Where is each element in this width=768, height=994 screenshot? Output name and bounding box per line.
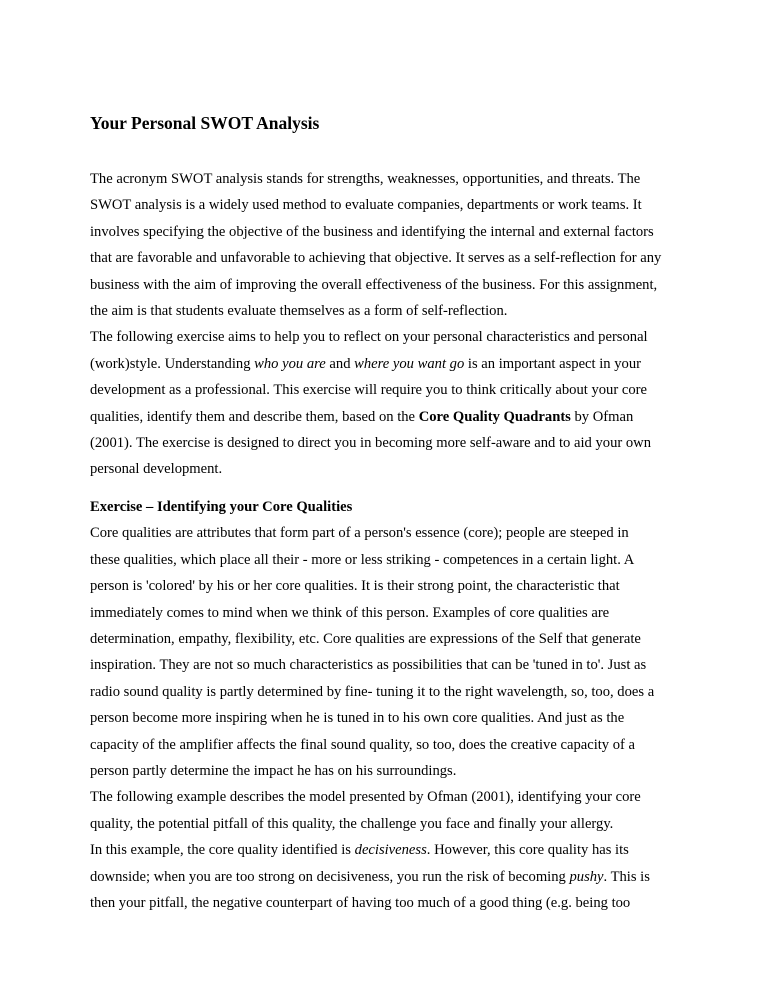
text-line: these qualities, which place all their - more or less striking - competences in a certain light. A xyxy=(90,551,635,568)
exercise-paragraph-3 xyxy=(90,837,690,916)
exercise-paragraph-1 xyxy=(90,520,690,784)
intro-paragraph-1 xyxy=(90,166,690,324)
text-run: (work)style. Understanding xyxy=(90,355,255,372)
text-run: downside; when you are too strong on decisiveness, you run the risk of becoming xyxy=(90,868,570,885)
emphasis-pushy: pushy xyxy=(569,868,604,885)
text-line: person is 'colored' by his or her core qualities. It is their strong point, the characteristic that xyxy=(90,578,620,595)
text-line: business with the aim of improving the overall effectiveness of the business. For this assignment, xyxy=(90,276,658,293)
text-line: inspiration. They are not so much characteristics as possibilities that can be 'tuned in to'. Just as xyxy=(90,657,647,674)
text-run: . This is xyxy=(603,868,650,885)
exercise-heading: Exercise – Identifying your Core Qualities xyxy=(90,499,353,515)
emphasis-where-you-want-go: where you want go xyxy=(354,355,465,372)
text-line: The following example describes the model presented by Ofman (2001), identifying your core xyxy=(90,789,641,806)
text-line xyxy=(90,864,690,890)
text-line: that are favorable and unfavorable to achieving that objective. It serves as a self-reflection for any xyxy=(90,250,662,267)
text-run: . However, this core quality has its xyxy=(426,842,629,859)
text-run: qualities, identify them and describe them, based on the xyxy=(90,408,419,425)
text-run: by Ofman xyxy=(570,408,634,425)
document-title: Your Personal SWOT Analysis xyxy=(90,113,320,133)
text-line xyxy=(90,837,690,863)
exercise-paragraph-2 xyxy=(90,784,690,837)
intro-paragraph-2 xyxy=(90,324,690,482)
text-line: personal development. xyxy=(90,461,223,478)
text-line: The acronym SWOT analysis stands for strengths, weaknesses, opportunities, and threats. The xyxy=(90,171,641,187)
text-line: (2001). The exercise is designed to direct you in becoming more self-aware and to aid your own xyxy=(90,435,652,452)
intro-section xyxy=(90,166,690,483)
text-line xyxy=(90,351,690,377)
text-run: In this example, the core quality identified is xyxy=(90,842,355,859)
text-run: is an important aspect in your xyxy=(464,355,641,372)
text-line: quality, the potential pitfall of this quality, the challenge you face and finally your allergy. xyxy=(90,815,614,832)
emphasis-who-you-are: who you are xyxy=(254,355,326,372)
text-line: determination, empathy, flexibility, etc. Core qualities are expressions of the Self that generate xyxy=(90,631,641,648)
text-line: Core qualities are attributes that form part of a person's essence (core); people are steeped in xyxy=(90,525,629,542)
core-quality-quadrants-term: Core Quality Quadrants xyxy=(418,408,571,425)
text-run: and xyxy=(325,355,355,372)
text-line: then your pitfall, the negative counterpart of having too much of a good thing (e.g. being too xyxy=(90,895,631,912)
text-line: The following exercise aims to help you to reflect on your personal characteristics and personal xyxy=(90,329,648,346)
emphasis-decisiveness: decisiveness xyxy=(354,842,427,859)
text-line: person become more inspiring when he is tuned in to his own core qualities. And just as the xyxy=(90,710,625,727)
text-line: radio sound quality is partly determined by fine- tuning it to the right wavelength, so, too, does a xyxy=(90,683,655,700)
text-line xyxy=(90,404,690,430)
text-line: involves specifying the objective of the business and identifying the internal and external factors xyxy=(90,223,654,240)
text-line: development as a professional. This exercise will require you to think critically about your core xyxy=(90,382,647,399)
text-line: person partly determine the impact he has on his surroundings. xyxy=(90,763,457,780)
text-line: immediately comes to mind when we think of this person. Examples of core qualities are xyxy=(90,604,610,621)
text-line: the aim is that students evaluate themselves as a form of self-reflection. xyxy=(90,303,508,320)
exercise-section xyxy=(90,494,690,917)
text-line: capacity of the amplifier affects the final sound quality, so too, does the creative capacity of a xyxy=(90,736,636,753)
text-line: SWOT analysis is a widely used method to evaluate companies, departments or work teams. It xyxy=(90,197,642,214)
